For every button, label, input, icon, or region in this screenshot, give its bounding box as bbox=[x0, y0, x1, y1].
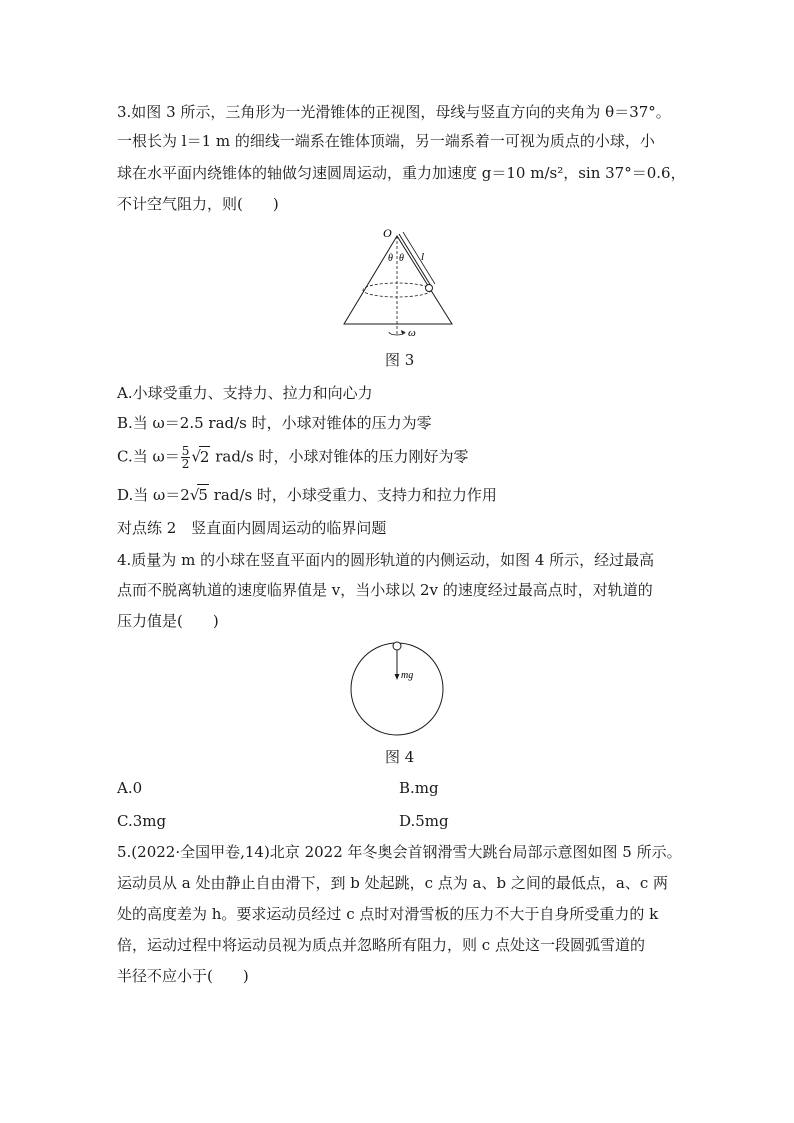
q5-line-4: 倍，运动过程中将运动员视为质点并忽略所有阻力，则 c 点处这一段圆弧雪道的 bbox=[117, 936, 645, 954]
q4-line-3: 压力值是( ) bbox=[117, 612, 219, 630]
q3-line-3: 球在水平面内绕锥体的轴做匀速圆周运动，重力加速度 g＝10 m/s²，sin 37°＝0.6， bbox=[117, 164, 686, 182]
q4-line-1: 4.质量为 m 的小球在竖直平面内的圆形轨道的内侧运动，如图 4 所示，经过最高 bbox=[117, 551, 655, 569]
label-theta-left: θ bbox=[388, 253, 393, 264]
q3-line-2: 一根长为 l＝1 m 的细线一端系在锥体顶端，另一端系着一可视为质点的小球，小 bbox=[117, 132, 655, 150]
q5-line-3: 处的高度差为 h。要求运动员经过 c 点时对滑雪板的压力不大于自身所受重力的 k bbox=[117, 905, 659, 923]
q3-line-1: 3.如图 3 所示，三角形为一光滑锥体的正视图，母线与竖直方向的夹角为 θ＝37°。 bbox=[117, 103, 671, 121]
figure-4-caption: 图 4 bbox=[385, 748, 415, 766]
q3-option-c: C.当 ω＝ $\frac{5}{2}$ √2 rad/s 时，小球对锥体的压力刚好为零 bbox=[117, 444, 469, 471]
fraction-5-over-2: $\frac{5}{2}$ bbox=[181, 444, 190, 471]
q3-option-d: D.当 ω＝2√5 rad/s 时，小球受重力、支持力和拉力作用 bbox=[117, 486, 497, 504]
label-theta-right: θ bbox=[399, 253, 404, 264]
q4-option-b: B.mg bbox=[399, 779, 439, 797]
figure-4-circular-track bbox=[343, 636, 453, 742]
figure-3-cone-diagram bbox=[335, 222, 470, 347]
cone-outline bbox=[344, 236, 452, 324]
section-heading: 对点练 2 竖直面内圆周运动的临界问题 bbox=[117, 519, 387, 537]
label-mg: mg bbox=[401, 670, 414, 681]
ball bbox=[426, 285, 433, 292]
q3-option-b: B.当 ω＝2.5 rad/s 时，小球对锥体的压力为零 bbox=[117, 414, 432, 432]
q4-option-a: A.0 bbox=[117, 779, 143, 797]
label-omega: ω bbox=[408, 327, 416, 339]
q3-line-4: 不计空气阻力，则( ) bbox=[117, 195, 279, 213]
string-parallel bbox=[403, 232, 435, 284]
q4-option-c: C.3mg bbox=[117, 812, 167, 830]
q4-line-2: 点而不脱离轨道的速度临界值是 v，当小球以 2v 的速度经过最高点时，对轨道的 bbox=[117, 581, 653, 599]
ball-top bbox=[393, 642, 401, 650]
q5-line-2: 运动员从 a 处由静止自由滑下，到 b 处起跳，c 点为 a、b 之间的最低点，a、c 两 bbox=[117, 874, 668, 892]
label-length-l: l bbox=[421, 251, 425, 263]
label-apex-O: O bbox=[383, 226, 392, 240]
q5-line-1: 5.(2022·全国甲卷,14)北京 2022 年冬奥会首钢滑雪大跳台局部示意图如图 5 所示。 bbox=[117, 843, 682, 861]
q3-option-a: A.小球受重力、支持力、拉力和向心力 bbox=[117, 384, 373, 402]
orbit-ellipse bbox=[363, 283, 431, 297]
q5-line-5: 半径不应小于( ) bbox=[117, 967, 249, 985]
figure-3-caption: 图 3 bbox=[385, 351, 415, 369]
q4-option-d: D.5mg bbox=[399, 812, 449, 830]
